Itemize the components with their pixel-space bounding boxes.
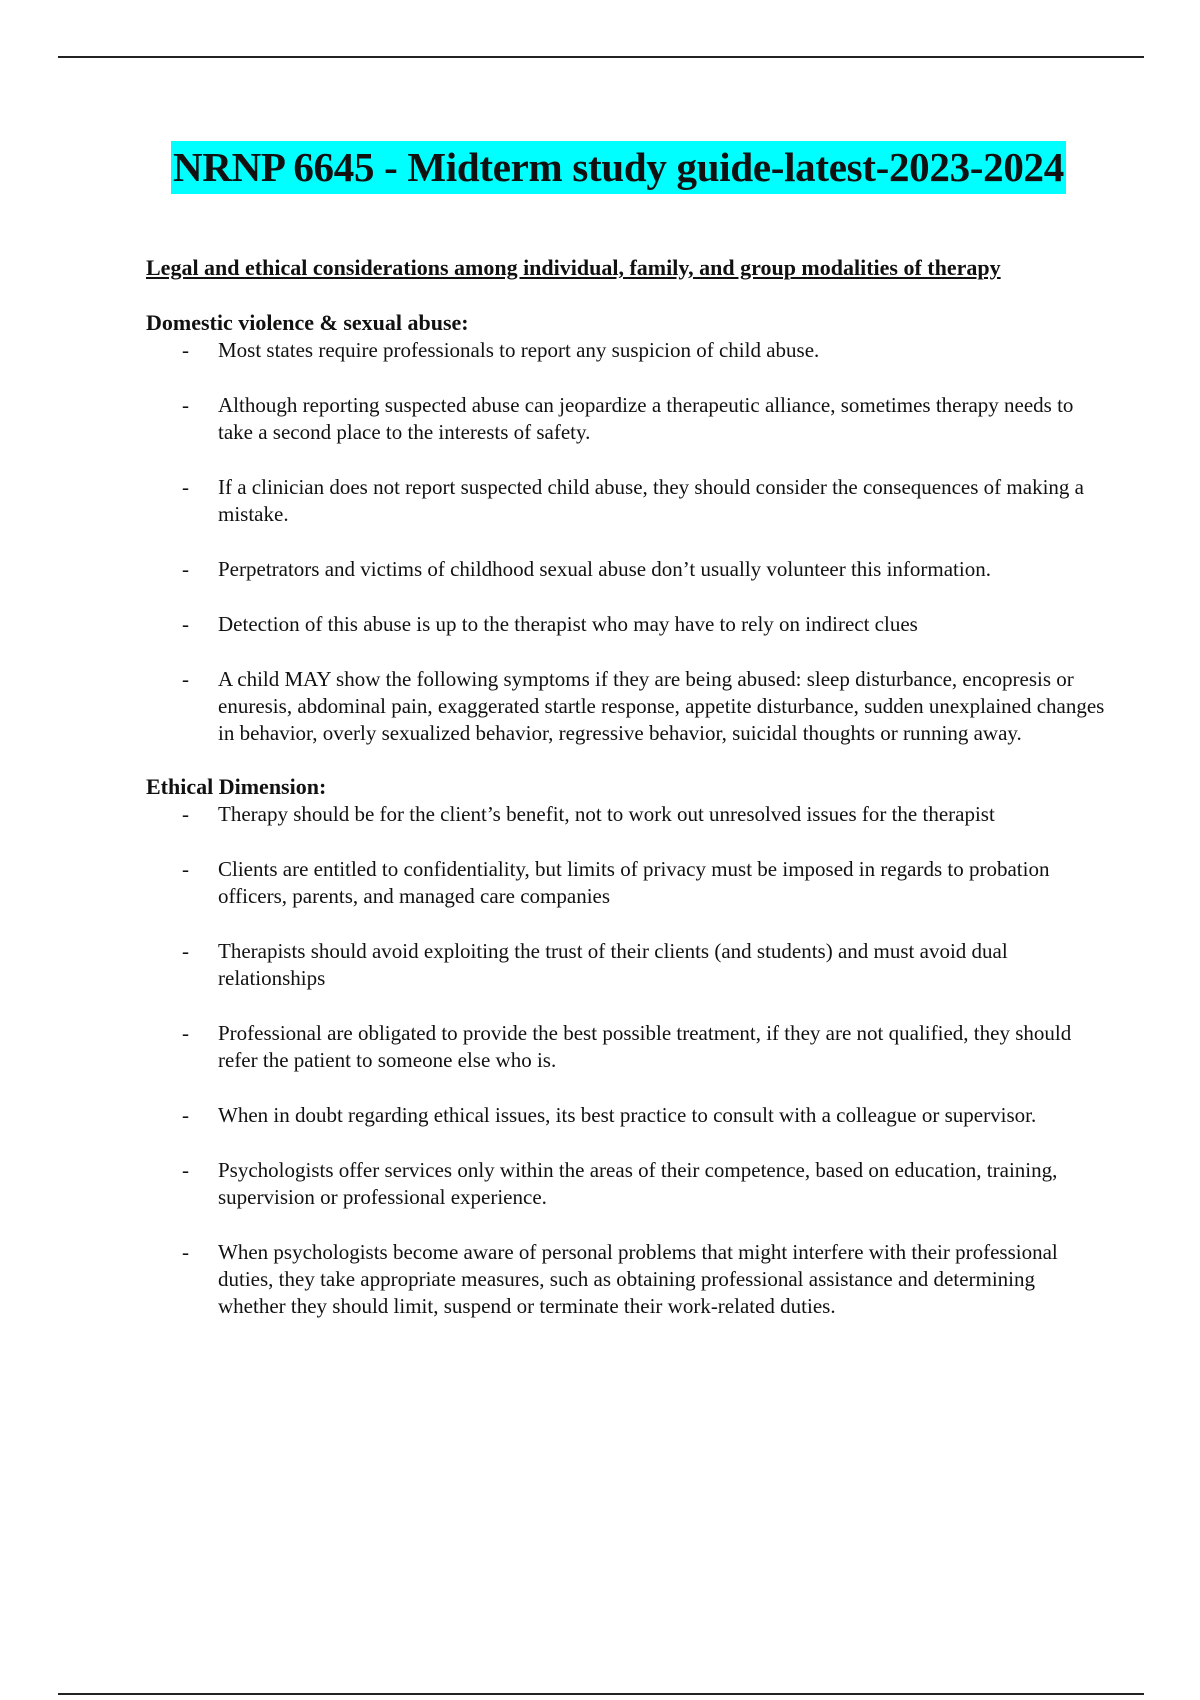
bullet-dash: - <box>182 475 189 499</box>
section-heading: Legal and ethical considerations among individual, family, and group modalities of therapy <box>146 255 1001 280</box>
title-block <box>171 141 1066 194</box>
list-item-text: Psychologists offer services only within the areas of their competence, based on education, training, supervision or professional experience. <box>218 1158 1058 1209</box>
list-item <box>146 1239 1106 1320</box>
list-item <box>146 611 1106 638</box>
section-spacer <box>146 747 1106 773</box>
bullet-dash: - <box>182 1021 189 1045</box>
bottom-rule <box>58 1693 1144 1695</box>
list-item-text: Most states require professionals to report any suspicion of child abuse. <box>218 338 820 362</box>
list-item <box>146 1020 1106 1074</box>
list-item <box>146 1102 1106 1129</box>
list-item-text: When psychologists become aware of personal problems that might interfere with their professional duties, they take appropriate measures, such as obtaining professional assistance and determining whether they should limit, suspend or terminate their work-related duties. <box>218 1240 1058 1318</box>
section-ethical-dimension <box>146 773 1106 1320</box>
bullet-dash: - <box>182 1240 189 1264</box>
bullet-dash: - <box>182 857 189 881</box>
list-item-text: A child MAY show the following symptoms if they are being abused: sleep disturbance, encopresis or enuresis, abdominal pain, exaggerated startle response, appetite disturbance, sudden unexplained changes in behavior, overly sexualized behavior, regressive behavior, suicidal thoughts or running away. <box>218 667 1105 745</box>
list-item <box>146 666 1106 747</box>
bullet-dash: - <box>182 338 189 362</box>
document-body <box>146 254 1106 1320</box>
list-item <box>146 392 1106 446</box>
bullet-dash: - <box>182 939 189 963</box>
list-item-text: Detection of this abuse is up to the therapist who may have to rely on indirect clues <box>218 612 918 636</box>
document-title: NRNP 6645 - Midterm study guide-latest-2023-2024 <box>171 141 1066 194</box>
list-item-text: Professional are obligated to provide the best possible treatment, if they are not qualified, they should refer the patient to someone else who is. <box>218 1021 1072 1072</box>
bullet-dash: - <box>182 1103 189 1127</box>
list-item <box>146 337 1106 364</box>
list-item-text: Although reporting suspected abuse can jeopardize a therapeutic alliance, sometimes therapy needs to take a second place to the interests of safety. <box>218 393 1074 444</box>
subheading-domestic-violence: Domestic violence & sexual abuse: <box>146 310 469 335</box>
list-item-text: If a clinician does not report suspected child abuse, they should consider the consequences of making a mistake. <box>218 475 1084 526</box>
bullet-list <box>146 801 1106 1320</box>
bullet-dash: - <box>182 393 189 417</box>
bullet-dash: - <box>182 612 189 636</box>
bullet-list <box>146 337 1106 747</box>
section-domestic-violence <box>146 309 1106 747</box>
bullet-dash: - <box>182 667 189 691</box>
list-item-text: When in doubt regarding ethical issues, its best practice to consult with a colleague or supervisor. <box>218 1103 1037 1127</box>
list-item <box>146 801 1106 828</box>
bullet-dash: - <box>182 1158 189 1182</box>
list-item <box>146 1157 1106 1211</box>
top-rule <box>58 56 1144 58</box>
list-item-text: Therapists should avoid exploiting the trust of their clients (and students) and must avoid dual relationships <box>218 939 1008 990</box>
bullet-dash: - <box>182 557 189 581</box>
subheading-ethical-dimension: Ethical Dimension: <box>146 774 327 799</box>
list-item-text: Therapy should be for the client’s benefit, not to work out unresolved issues for the therapist <box>218 802 995 826</box>
list-item <box>146 938 1106 992</box>
list-item-text: Clients are entitled to confidentiality, but limits of privacy must be imposed in regards to probation officers, parents, and managed care companies <box>218 857 1050 908</box>
bullet-dash: - <box>182 802 189 826</box>
list-item <box>146 474 1106 528</box>
list-item-text: Perpetrators and victims of childhood sexual abuse don’t usually volunteer this information. <box>218 557 991 581</box>
list-item <box>146 556 1106 583</box>
list-item <box>146 856 1106 910</box>
